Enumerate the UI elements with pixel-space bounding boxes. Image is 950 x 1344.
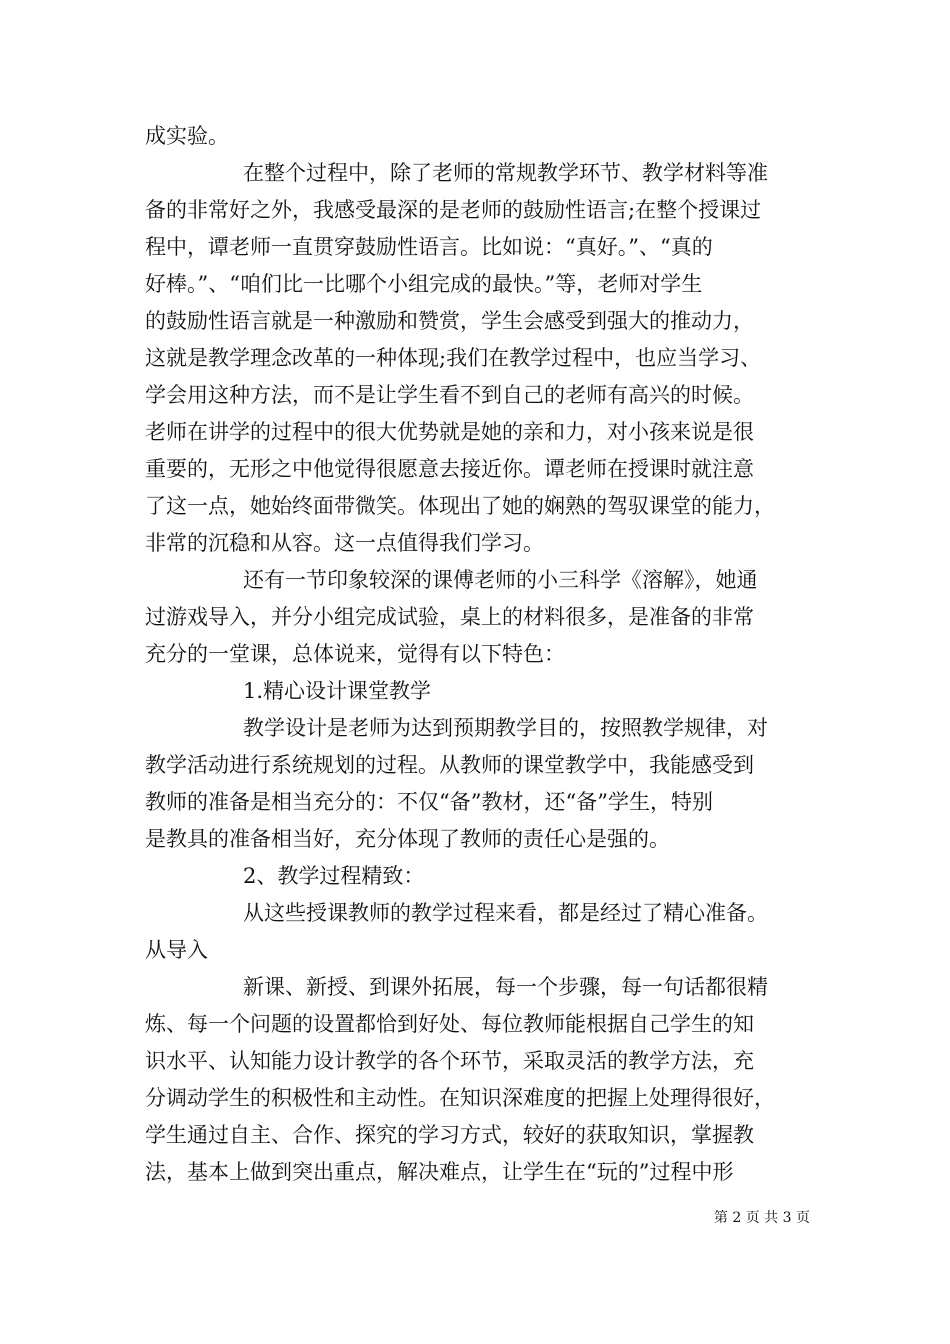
text-line: 充分的一堂课，总体说来，觉得有以下特色： [145, 642, 565, 666]
text-line: 这就是教学理念改革的一种体现;我们在教学过程中，也应当学习、 [145, 346, 762, 370]
text-line: 老师在讲学的过程中的很大优势就是她的亲和力，对小孩来说是很 [145, 420, 754, 444]
text-line: 炼、每一个问题的设置都恰到好处、每位教师能根据自己学生的知 [145, 1012, 754, 1036]
text-line: 学生通过自主、合作、探究的学习方式，较好的获取知识，掌握教 [145, 1123, 754, 1147]
text-line: 非常的沉稳和从容。这一点值得我们学习。 [145, 531, 544, 555]
text-line: 好棒。”、“咱们比一比哪个小组完成的最快。”等，老师对学生 [145, 272, 703, 296]
text-line: 从导入 [145, 938, 208, 962]
body-text [145, 118, 830, 1191]
section-heading: 2、教学过程精致： [243, 864, 425, 888]
text-line: 在整个过程中，除了老师的常规教学环节、教学材料等准 [243, 161, 768, 185]
text-line: 还有一节印象较深的课傅老师的小三科学《溶解》，她通 [243, 568, 758, 592]
text-line: 成实验。 [145, 124, 229, 148]
text-line: 教学设计是老师为达到预期教学目的，按照教学规律，对 [243, 716, 768, 740]
text-line: 教师的准备是相当充分的：不仅“备”教材，还“备”学生，特别 [145, 790, 713, 814]
text-line: 新课、新授、到课外拓展，每一个步骤，每一句话都很精 [243, 975, 768, 999]
text-line: 过游戏导入，并分小组完成试验，桌上的材料很多，是准备的非常 [145, 605, 754, 629]
text-line: 识水平、认知能力设计教学的各个环节，采取灵活的教学方法，充 [145, 1049, 754, 1073]
text-line: 是教具的准备相当好，充分体现了教师的责任心是强的。 [145, 827, 670, 851]
text-line: 重要的，无形之中他觉得很愿意去接近你。谭老师在授课时就注意 [145, 457, 754, 481]
text-line: 的鼓励性语言就是一种激励和赞赏，学生会感受到强大的推动力， [145, 309, 754, 333]
text-line: 程中，谭老师一直贯穿鼓励性语言。比如说：“真好。”、“真的 [145, 235, 713, 259]
text-line: 备的非常好之外，我感受最深的是老师的鼓励性语言;在整个授课过 [145, 198, 762, 222]
page-number: 第 2 页 共 3 页 [713, 1210, 810, 1226]
text-line: 了这一点，她始终面带微笑。体现出了她的娴熟的驾驭课堂的能力， [145, 494, 775, 518]
text-line: 分调动学生的积极性和主动性。在知识深难度的把握上处理得很好， [145, 1086, 775, 1110]
text-line: 从这些授课教师的教学过程来看，都是经过了精心准备。 [243, 901, 768, 925]
text-line: 法，基本上做到突出重点，解决难点，让学生在“玩的”过程中形 [145, 1160, 734, 1184]
text-line: 教学活动进行系统规划的过程。从教师的课堂教学中，我能感受到 [145, 753, 754, 777]
section-heading: 1.精心设计课堂教学 [243, 679, 432, 703]
text-line: 学会用这种方法，而不是让学生看不到自己的老师有高兴的时候。 [145, 383, 754, 407]
